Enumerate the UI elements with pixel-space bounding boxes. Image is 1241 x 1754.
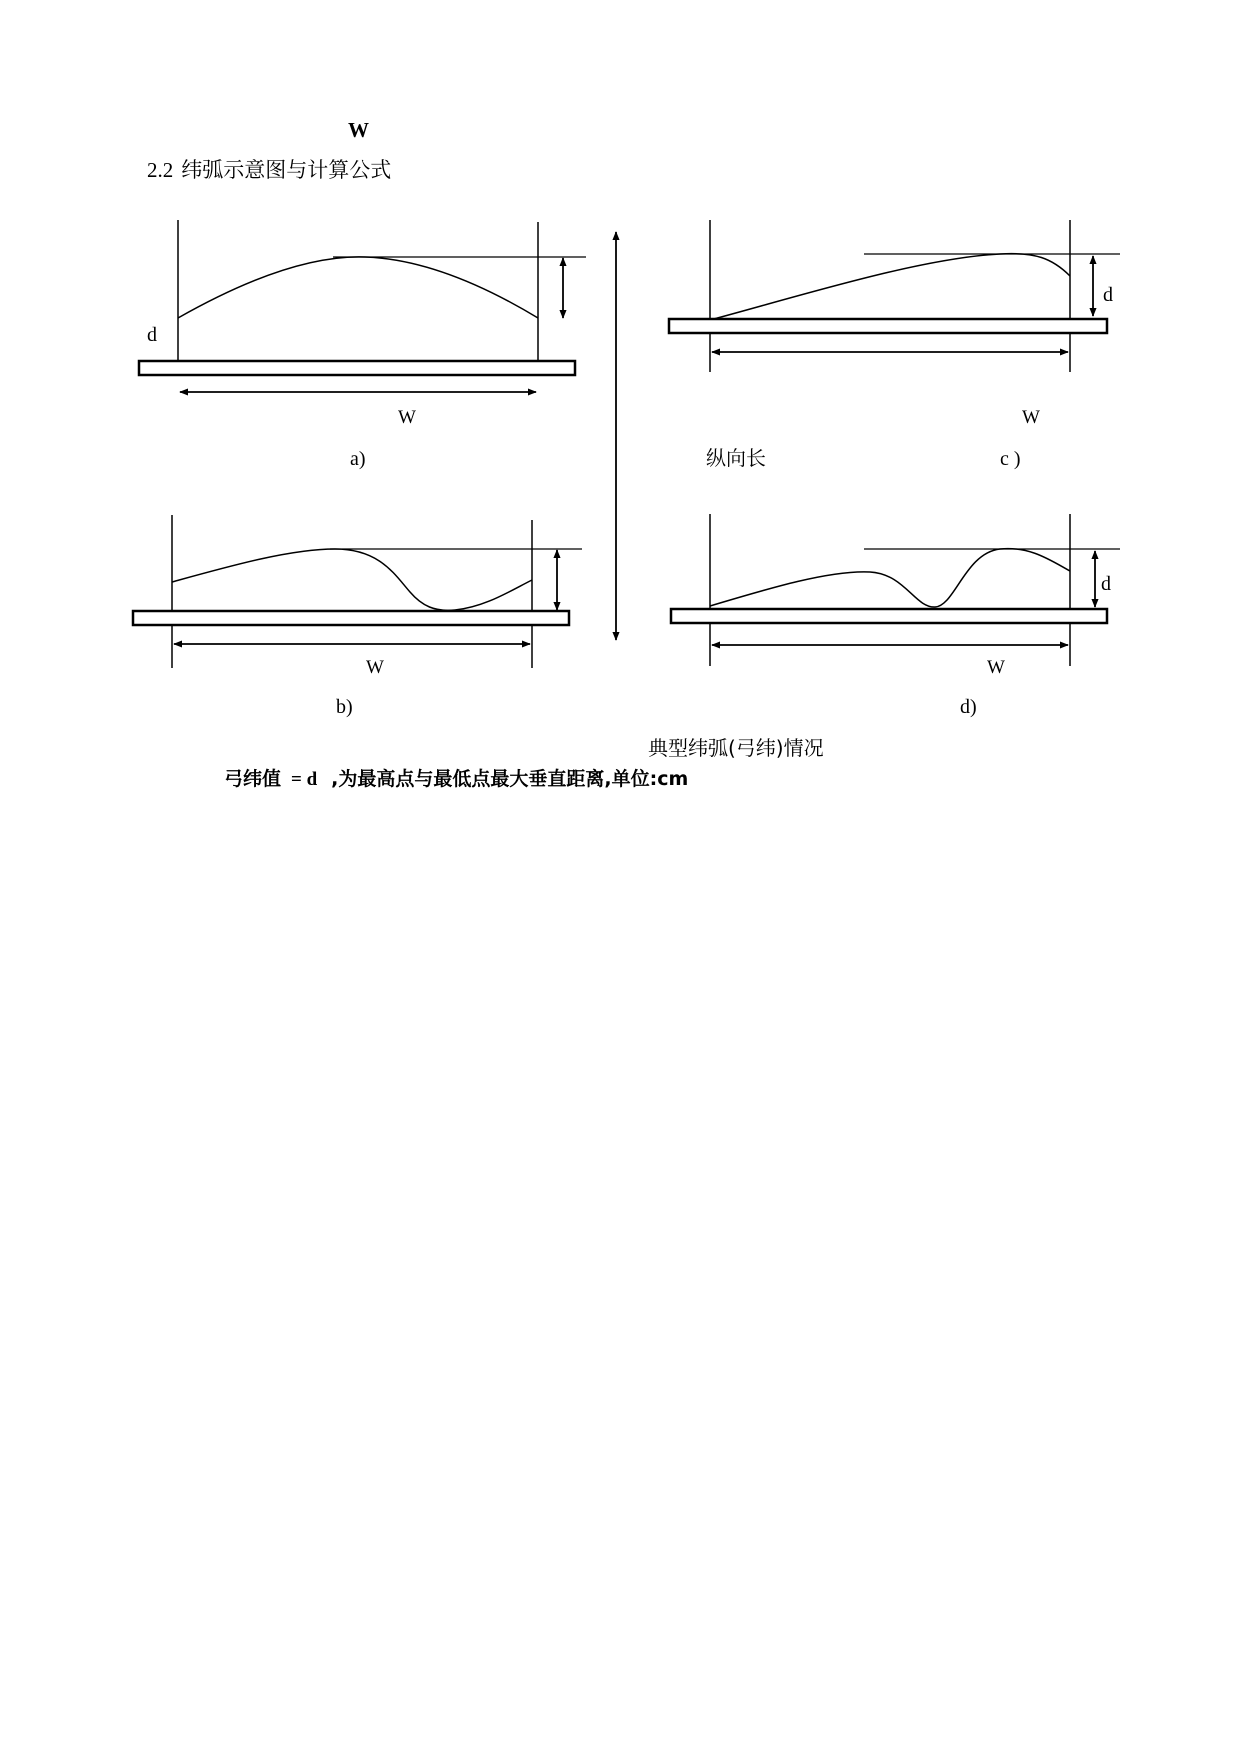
- section-title: 纬弧示意图与计算公式: [181, 158, 392, 182]
- w-label-c: W: [1022, 407, 1040, 428]
- longitudinal-label: 纵向长: [706, 446, 766, 470]
- fabric-bar-c: [669, 319, 1107, 333]
- weft-curve-c: [710, 254, 1070, 320]
- fabric-bar-a: [139, 361, 575, 375]
- weft-curve-d: [710, 549, 1070, 607]
- d-label-a: d: [147, 324, 157, 346]
- w-label-d: W: [987, 657, 1005, 678]
- fabric-bar-d: [671, 609, 1107, 623]
- section-number: 2.2: [147, 158, 174, 182]
- d-label-d: d: [1101, 573, 1111, 595]
- diagram-d: [671, 514, 1120, 718]
- caption-b: b): [336, 696, 353, 718]
- diagram-a: [139, 220, 586, 470]
- caption-d: d): [960, 696, 977, 718]
- d-label-c: d: [1103, 284, 1113, 306]
- diagram-b: [133, 515, 582, 718]
- bow-formula: [224, 770, 688, 789]
- fabric-bar-b: [133, 611, 569, 625]
- w-label-a: W: [398, 407, 416, 428]
- weft-curve-b: [172, 549, 532, 610]
- width-symbol-heading: W: [348, 118, 369, 142]
- caption-a: a): [350, 448, 366, 470]
- w-label-b: W: [366, 657, 384, 678]
- formula-lhs: 弓纬值: [224, 768, 282, 790]
- figure-caption: 典型纬弧(弓纬)情况: [648, 736, 824, 760]
- diagram-c: [669, 220, 1120, 470]
- caption-c: c ): [1000, 448, 1021, 470]
- weft-curve-a: [178, 257, 538, 318]
- formula-description: ,为最高点与最低点最大垂直距离,单位:cm: [331, 768, 689, 790]
- formula-eq: = d: [291, 769, 318, 790]
